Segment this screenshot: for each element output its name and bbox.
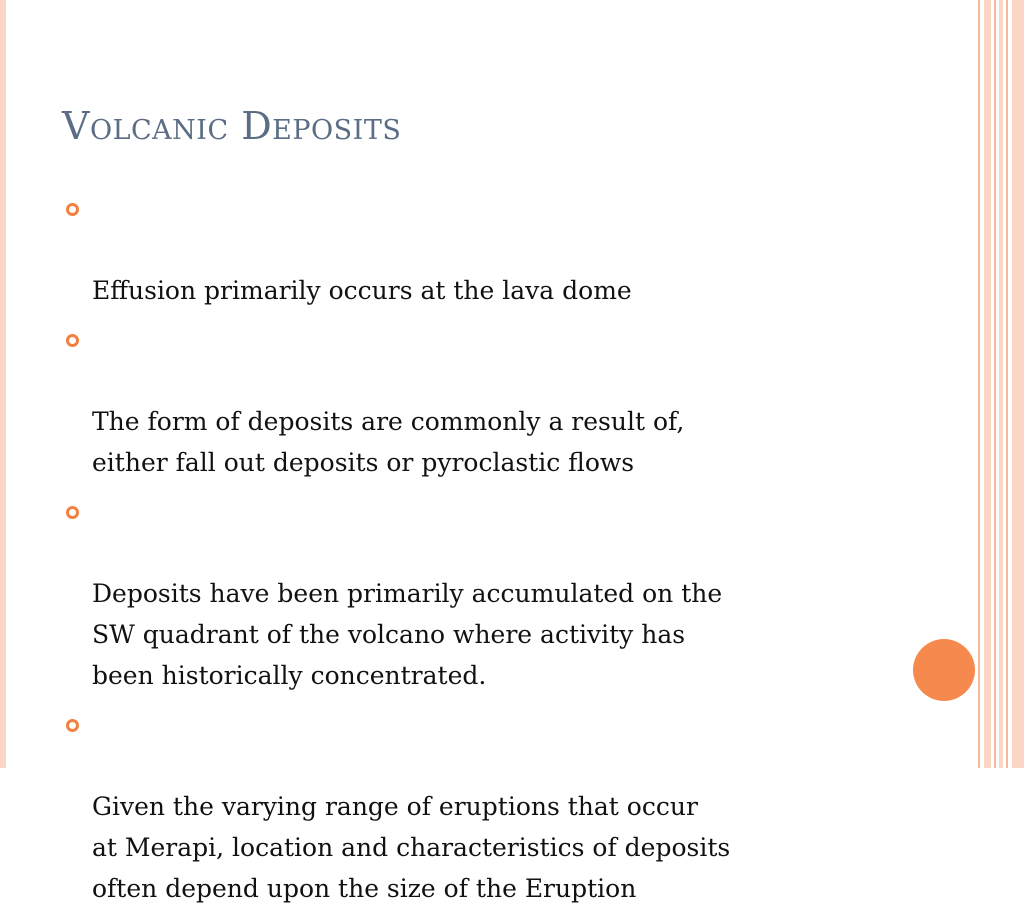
left-decorative-border <box>0 0 6 768</box>
bullet-text: Effusion primarily occurs at the lava dome <box>92 276 632 305</box>
decorative-accent-circle <box>913 639 975 701</box>
bullet-text: Given the varying range of eruptions that occur at Merapi, location and characteristics of deposits often depend upon the size of the Eruption <box>92 792 731 903</box>
hollow-circle-bullet-icon <box>66 203 79 216</box>
slide-title: Volcanic Deposits <box>62 104 402 148</box>
bullet-item <box>62 319 922 483</box>
right-decorative-stripe <box>999 0 1003 768</box>
hollow-circle-bullet-icon <box>66 719 79 732</box>
right-decorative-stripe <box>1006 0 1008 768</box>
right-decorative-stripe <box>994 0 996 768</box>
right-decorative-stripe <box>978 0 980 768</box>
bullet-list <box>62 188 922 917</box>
bullet-item <box>62 491 922 696</box>
bullet-item <box>62 188 922 311</box>
right-decorative-stripe <box>984 0 991 768</box>
right-decorative-stripe <box>1012 0 1024 768</box>
hollow-circle-bullet-icon <box>66 506 79 519</box>
bullet-text: The form of deposits are commonly a result of, either fall out deposits or pyroclastic flows <box>92 407 685 477</box>
bullet-item <box>62 704 922 909</box>
hollow-circle-bullet-icon <box>66 334 79 347</box>
bullet-text: Deposits have been primarily accumulated on the SW quadrant of the volcano where activity has been historically concentrated. <box>92 579 723 690</box>
